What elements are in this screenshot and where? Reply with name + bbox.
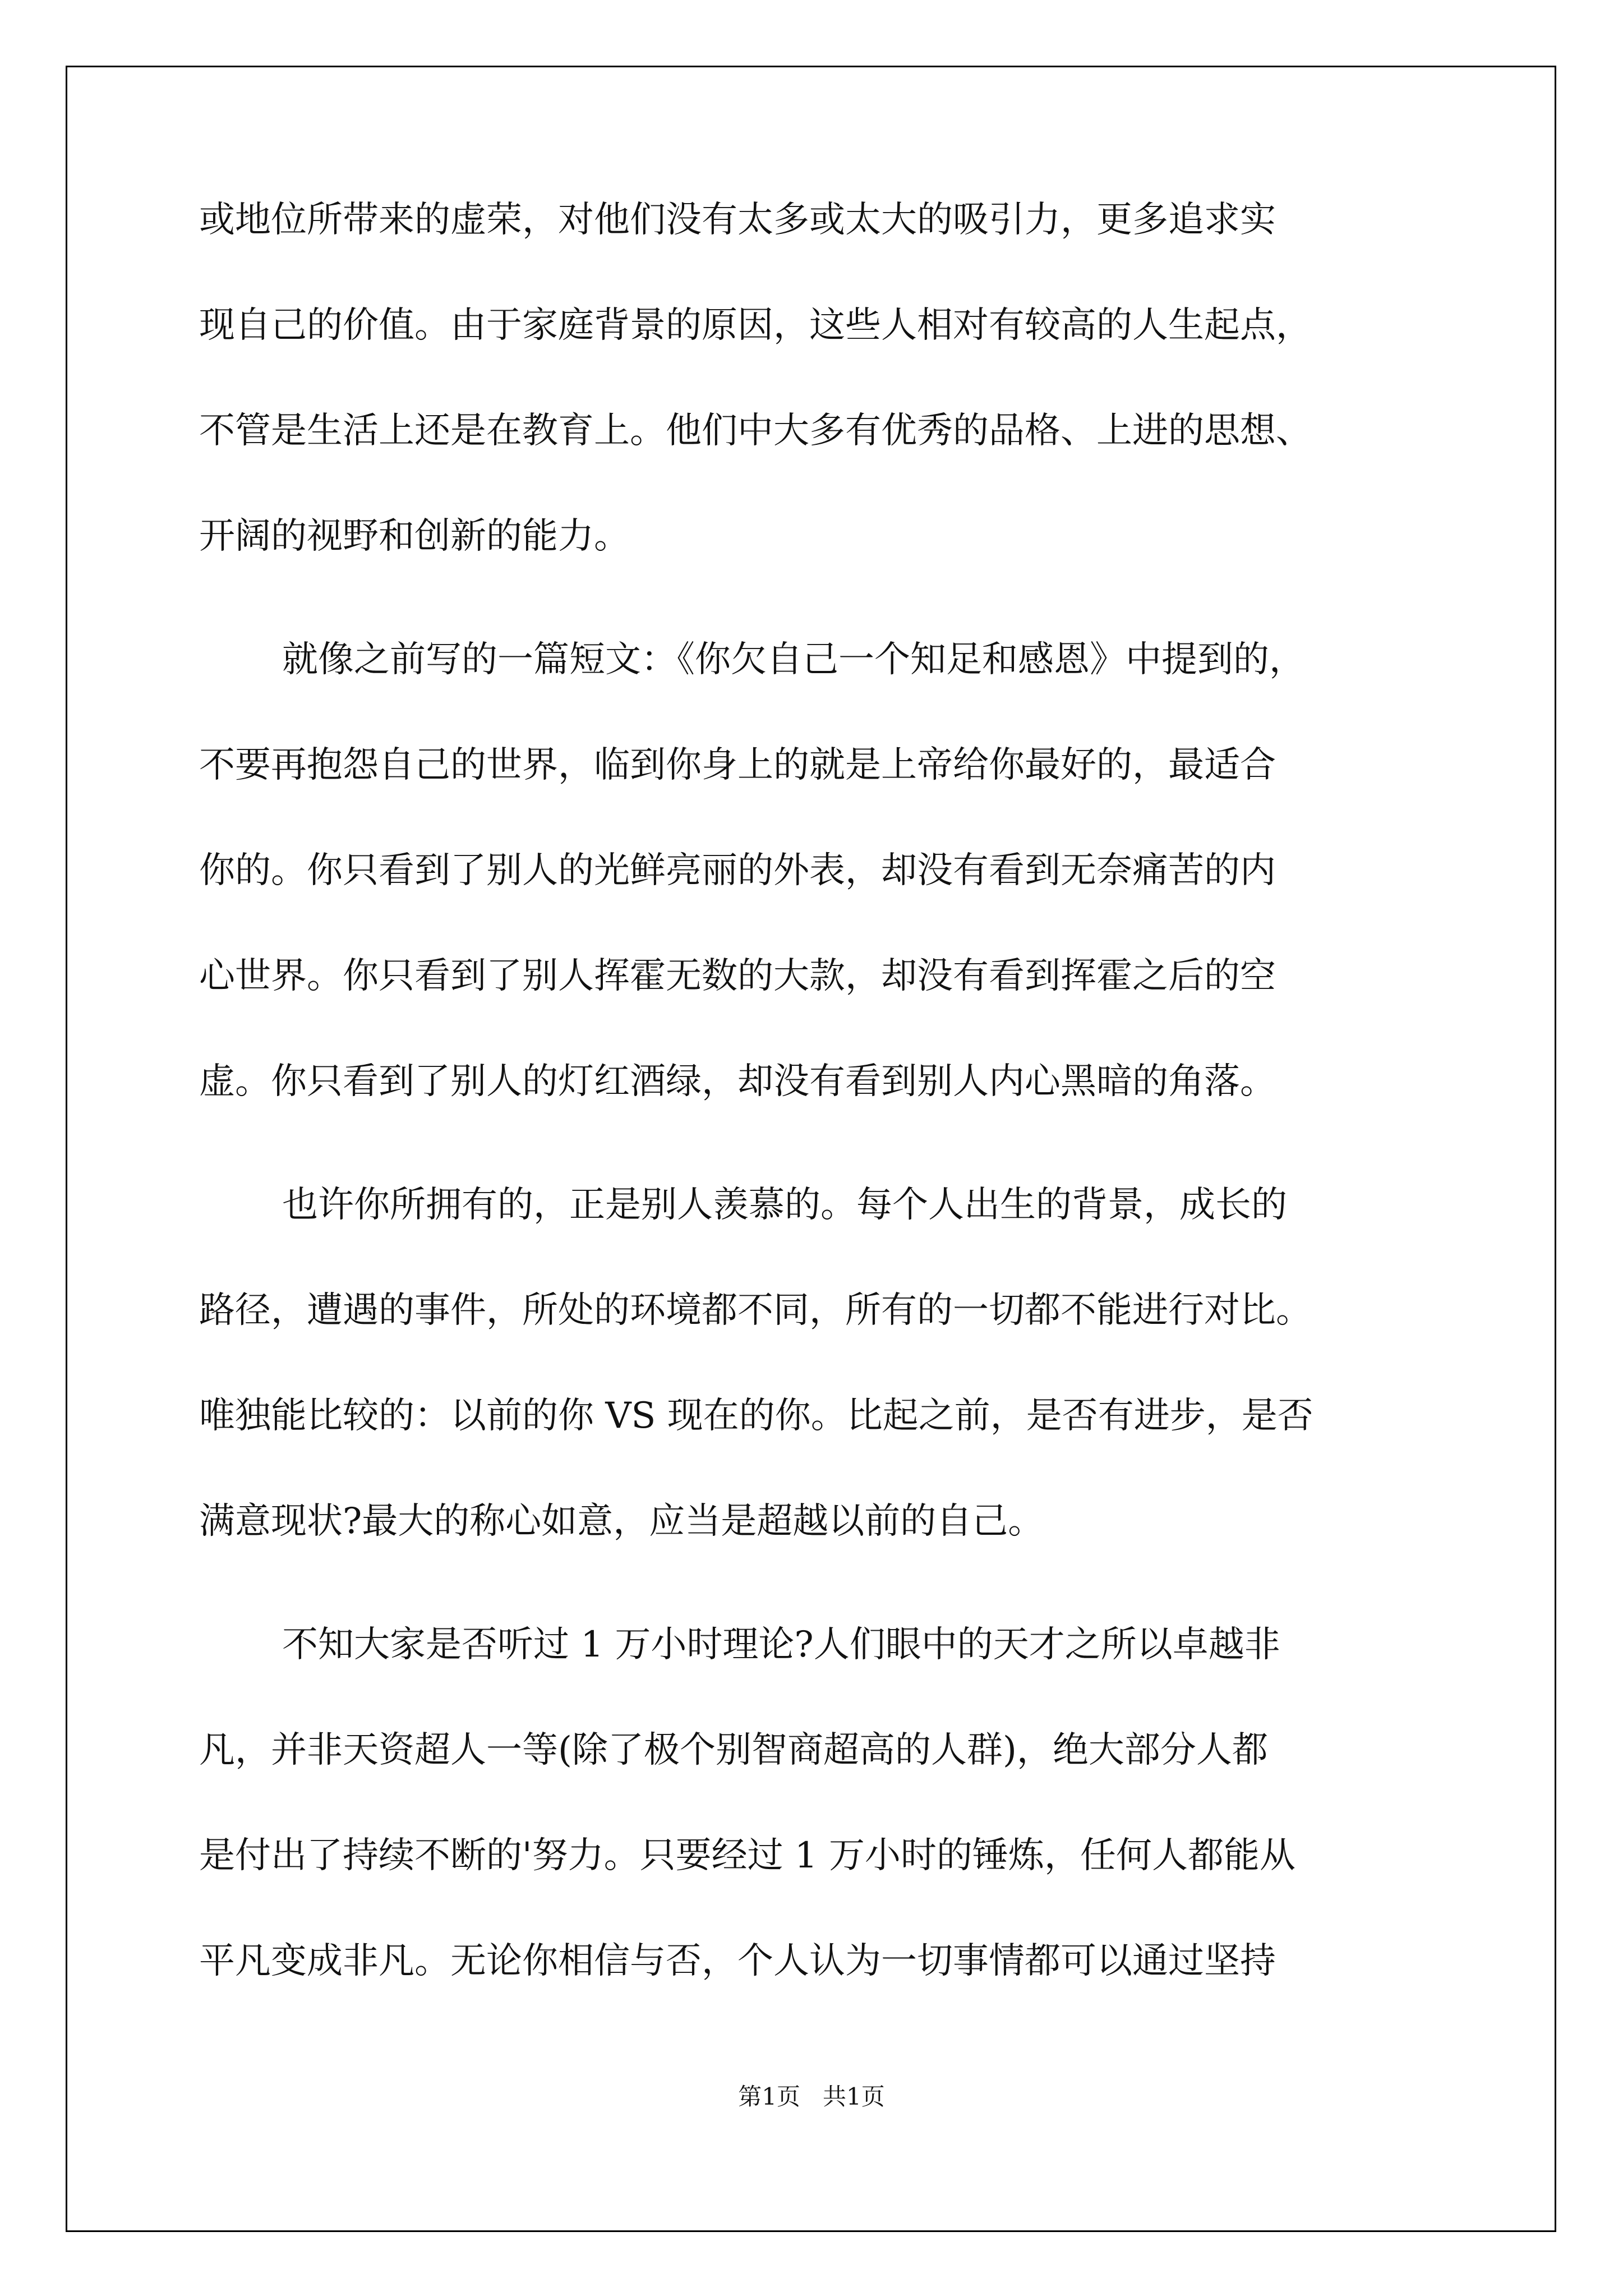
page-number-footer: 第1页 共1页 bbox=[738, 2083, 885, 2110]
text-line: 是付出了持续不断的'努力。只要经过 1 万小时的锤炼，任何人都能从 bbox=[199, 1835, 1295, 1876]
text-line: 不管是生活上还是在教育上。他们中大多有优秀的品格、上进的思想、 bbox=[199, 410, 1312, 452]
document-body bbox=[199, 197, 1433, 2044]
text-line: 路径，遭遇的事件，所处的环境都不同，所有的一切都不能进行对比。 bbox=[199, 1290, 1312, 1331]
text-line: 或地位所带来的虚荣，对他们没有太多或太大的吸引力，更多追求实 bbox=[199, 199, 1276, 241]
paragraph-first-line: 就像之前写的一篇短文：《你欠自己一个知足和感恩》中提到的， bbox=[282, 639, 1305, 680]
text-line: 你的。你只看到了别人的光鲜亮丽的外表，却没有看到无奈痛苦的内 bbox=[199, 850, 1276, 891]
text-line: 心世界。你只看到了别人挥霍无数的大款，却没有看到挥霍之后的空 bbox=[199, 955, 1276, 997]
text-line: 开阔的视野和创新的能力。 bbox=[199, 516, 630, 557]
text-line: 现自己的价值。由于家庭背景的原因，这些人相对有较高的人生起点， bbox=[199, 305, 1312, 346]
text-line: 不要再抱怨自己的世界，临到你身上的就是上帝给你最好的，最适合 bbox=[199, 744, 1276, 786]
text-line: 虚。你只看到了别人的灯红酒绿，却没有看到别人内心黑暗的角落。 bbox=[199, 1061, 1276, 1102]
text-line: 满意现状?最大的称心如意，应当是超越以前的自己。 bbox=[199, 1501, 1044, 1542]
paragraph-first-line: 不知大家是否听过 1 万小时理论?人们眼中的天才之所以卓越非 bbox=[282, 1624, 1280, 1665]
paragraph-first-line: 也许你所拥有的，正是别人羡慕的。每个人出生的背景，成长的 bbox=[282, 1184, 1287, 1226]
text-line: 凡，并非天资超人一等(除了极个别智商超高的人群)，绝大部分人都 bbox=[199, 1729, 1268, 1771]
text-line: 唯独能比较的：以前的你 VS 现在的你。比起之前，是否有进步，是否 bbox=[199, 1395, 1313, 1437]
text-line: 平凡变成非凡。无论你相信与否，个人认为一切事情都可以通过坚持 bbox=[199, 1940, 1276, 1982]
